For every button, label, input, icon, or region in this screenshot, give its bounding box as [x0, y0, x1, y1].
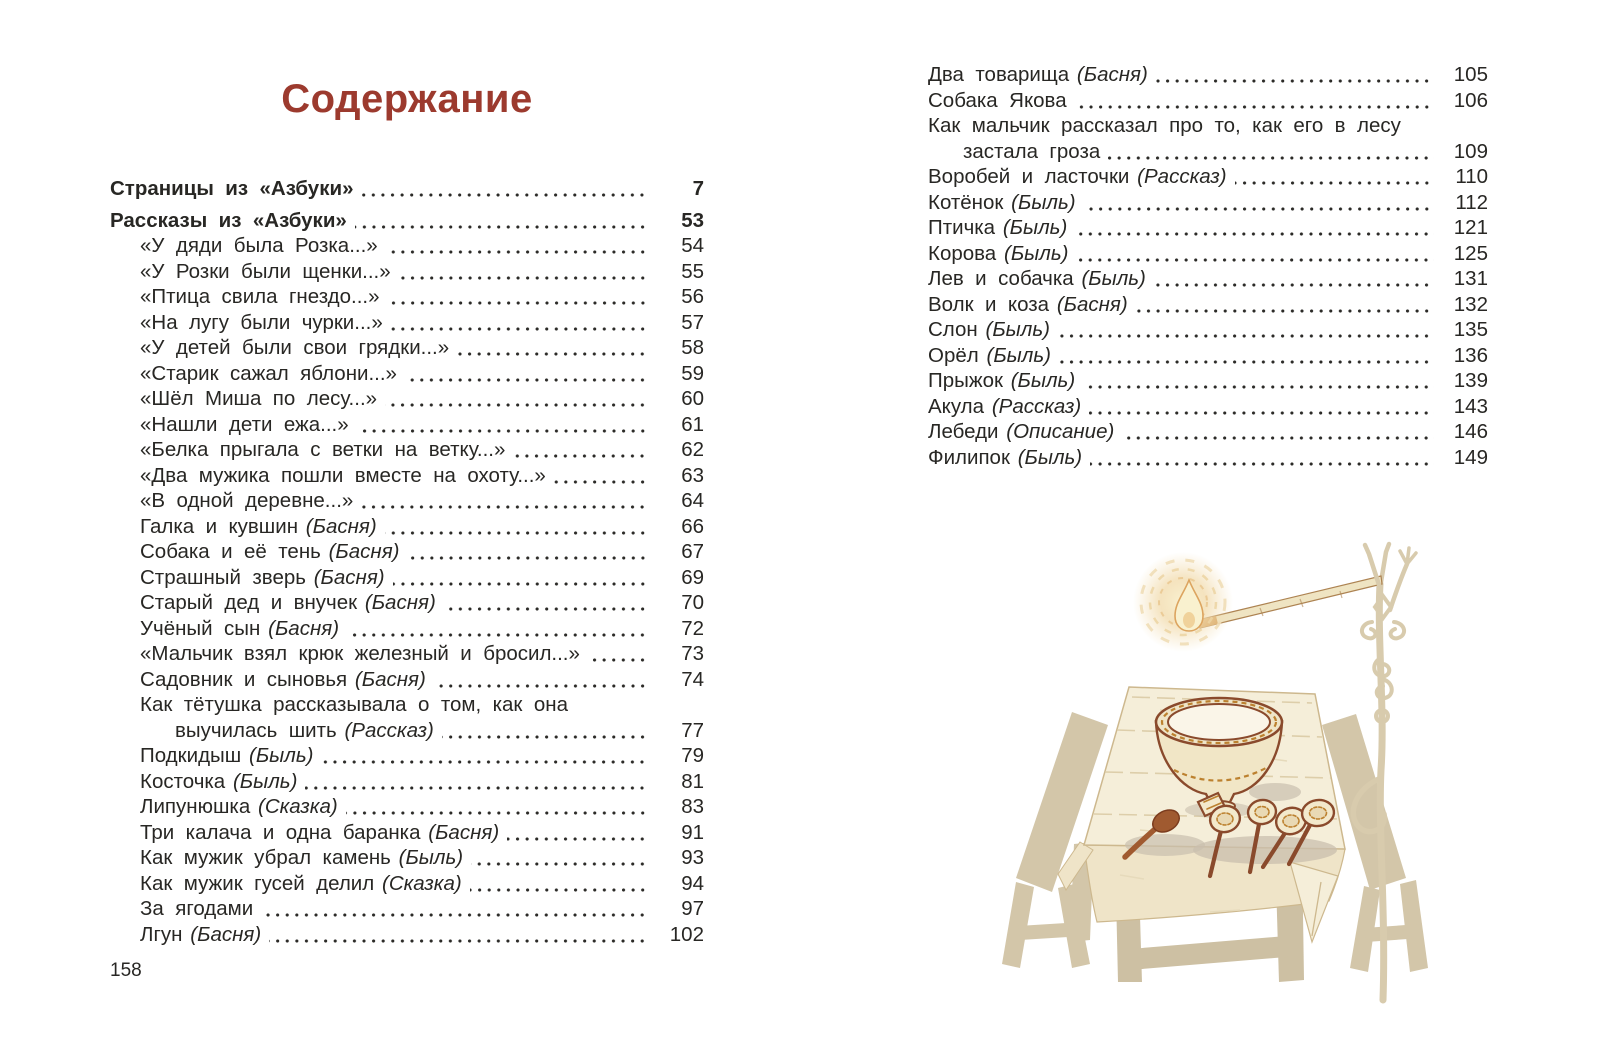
toc-entry-page-number: 91: [681, 820, 704, 844]
toc-entry-genre: (Быль): [985, 318, 1050, 341]
toc-entry-title: «Мальчик взял крюк железный и бросил...»: [140, 642, 580, 665]
toc-entry: [110, 437, 704, 463]
toc-entry-title: «Белка прыгала с ветки на ветку...»: [140, 438, 506, 461]
toc-entry: [110, 176, 704, 202]
toc-entry: [110, 284, 704, 310]
dot-leader: [1087, 394, 1442, 420]
illustration-table-scene: [960, 530, 1520, 1020]
toc-entry-page-number: 81: [681, 769, 704, 793]
toc-entry-row: [928, 419, 1488, 445]
toc-entry-genre: (Басня): [1056, 292, 1128, 316]
toc-entry-genre: (Басня): [190, 922, 262, 946]
toc-entry-genre: (Рассказ): [1137, 165, 1227, 188]
toc-entry-title: Как мужик гусей делил: [140, 871, 375, 895]
toc-entry: [928, 266, 1488, 292]
toc-entry-title: Собака Якова: [928, 88, 1067, 112]
toc-entry-title: За ягодами: [140, 897, 254, 920]
toc-entry-row: [110, 667, 704, 693]
toc-entry-row: [928, 62, 1488, 88]
toc-entry-page-number: 139: [1453, 369, 1488, 392]
toc-entry-page-number: 83: [681, 795, 704, 818]
toc-entry-row: [110, 539, 704, 565]
dot-leader: [455, 335, 658, 361]
toc-entry-page-number: 73: [681, 642, 704, 665]
toc-entry-title: Собака и её тень: [140, 540, 321, 563]
dot-leader: [359, 176, 658, 202]
toc-entry-genre: (Быль): [1002, 216, 1068, 239]
toc-entry-page-number: 149: [1453, 445, 1488, 469]
toc-entry-page-number: 67: [681, 540, 704, 563]
toc-entry-row: [110, 769, 704, 795]
toc-entry-row: [110, 514, 704, 540]
toc-entry-genre: (Басня): [268, 616, 340, 640]
toc-entry-title: Страницы из «Азбуки»: [110, 177, 354, 200]
dot-leader: [319, 743, 658, 769]
toc-entry-row: [110, 743, 704, 769]
toc-entry: [928, 292, 1488, 318]
toc-entry-row: [928, 190, 1488, 216]
toc-entry-genre: (Быль): [398, 846, 464, 869]
dot-leader: [1233, 164, 1442, 190]
toc-entry-title: Как мужик убрал камень: [140, 846, 391, 869]
toc-entry: [928, 62, 1488, 88]
toc-entry-row: [928, 215, 1488, 241]
toc-entry-page-number: 63: [681, 463, 704, 487]
toc-entry-page-number: 106: [1453, 88, 1488, 112]
dot-leader: [586, 641, 658, 667]
dot-leader: [406, 539, 659, 565]
dot-leader: [1081, 368, 1442, 394]
toc-entry-row: [110, 718, 704, 744]
dot-leader: [552, 463, 658, 489]
dot-leader: [1154, 62, 1442, 88]
toc-entry-title: «У Розки были щенки...»: [140, 259, 391, 283]
toc-entry-title: Косточка: [140, 769, 226, 793]
toc-entry-page-number: 64: [681, 489, 704, 512]
toc-entry: [928, 190, 1488, 216]
toc-entry-page-number: 112: [1455, 190, 1488, 214]
toc-entry-genre: (Басня): [364, 591, 436, 614]
toc-entry-genre: (Рассказ): [991, 394, 1082, 418]
toc-entry: [110, 616, 704, 642]
toc-entry-page-number: 109: [1453, 139, 1488, 163]
toc-entry-title: Прыжок: [928, 369, 1003, 392]
toc-entry-row: [110, 641, 704, 667]
dot-leader: [345, 616, 658, 642]
toc-entry-row: [110, 176, 704, 202]
toc-entry-title: застала гроза: [963, 139, 1101, 163]
dot-leader: [1057, 343, 1442, 369]
toc-entry-page-number: 72: [681, 616, 704, 640]
toc-entry-title: «На лугу были чурки...»: [140, 310, 383, 334]
toc-entry: [110, 871, 704, 897]
toc-entry-title: Галка и кувшин: [140, 514, 299, 538]
dot-leader: [468, 871, 658, 897]
toc-entry: [110, 514, 704, 540]
toc-entry: [110, 590, 704, 616]
toc-entry-genre: (Басня): [305, 514, 377, 538]
toc-entry-page-number: 79: [681, 744, 704, 767]
toc-entry: [110, 667, 704, 693]
toc-entry-page-number: 70: [681, 591, 704, 614]
toc-entry: [110, 692, 704, 743]
toc-entry-row: [110, 871, 704, 897]
toc-entry-row: [928, 164, 1488, 190]
toc-entry-page-number: 136: [1453, 343, 1488, 367]
dot-leader: [505, 820, 658, 846]
toc-entry: [110, 488, 704, 514]
toc-entry-title: «Два мужика пошли вместе на охоту...»: [140, 463, 546, 487]
toc-entry-title: Птичка: [928, 216, 996, 239]
toc-entry-title: Учёный сын: [140, 616, 261, 640]
toc-entry-row: [110, 845, 704, 871]
dot-leader: [1073, 88, 1442, 114]
toc-entry-row: [928, 368, 1488, 394]
toc-entry-genre: (Сказка): [258, 795, 338, 818]
toc-entry-page-number: 93: [681, 846, 704, 869]
toc-column-right: [928, 62, 1488, 470]
toc-entry-title: Орёл: [928, 343, 979, 367]
toc-entry-genre: (Басня): [1076, 63, 1148, 86]
toc-entry: [110, 412, 704, 438]
dot-leader: [1134, 292, 1442, 318]
toc-entry: [110, 386, 704, 412]
toc-entry: [110, 743, 704, 769]
dot-leader: [383, 514, 658, 540]
toc-entry-row: [110, 412, 704, 438]
toc-entry: [928, 368, 1488, 394]
toc-entry-page-number: 74: [681, 667, 704, 691]
toc-entry: [110, 335, 704, 361]
toc-entry-row: [928, 139, 1488, 165]
page-title: Содержание: [281, 76, 533, 121]
toc-entry-title: Рассказы из «Азбуки»: [110, 208, 347, 232]
toc-entry-title: Волк и коза: [928, 292, 1050, 316]
toc-entry-genre: (Быль): [1010, 369, 1076, 392]
toc-entry-row: [110, 259, 704, 285]
toc-entry-title: «Птица свила гнездо...»: [140, 285, 380, 308]
toc-entry-title: Подкидыш: [140, 744, 242, 767]
dot-leader: [442, 590, 658, 616]
toc-entry-page-number: 97: [681, 897, 704, 920]
toc-entry: [928, 241, 1488, 267]
dot-leader: [397, 259, 658, 285]
toc-entry-genre: (Басня): [328, 540, 400, 563]
toc-entry-wrap-line: Как тётушка рассказывала о том, как она: [140, 693, 568, 716]
toc-entry-page-number: 61: [681, 412, 704, 436]
dot-leader: [386, 284, 659, 310]
toc-entry-page-number: 146: [1453, 420, 1488, 443]
toc-entry-row: [110, 310, 704, 336]
toc-entry-title: «У дяди была Розка...»: [140, 234, 378, 257]
toc-entry-page-number: 57: [681, 310, 704, 334]
toc-entry: [928, 215, 1488, 241]
toc-entry-page-number: 53: [681, 208, 704, 232]
dot-leader: [1073, 215, 1442, 241]
toc-entry-page-number: 66: [681, 514, 704, 538]
toc-entry-row: [928, 292, 1488, 318]
dot-leader: [469, 845, 658, 871]
toc-entry-genre: (Быль): [986, 343, 1051, 367]
toc-entry-genre: (Сказка): [382, 871, 462, 895]
toc-entry: [928, 317, 1488, 343]
toc-entry-row: [928, 317, 1488, 343]
toc-entry-page-number: 102: [669, 922, 704, 946]
toc-entry-row: [110, 208, 704, 234]
toc-entry-title: «У детей были свои грядки...»: [140, 336, 450, 359]
toc-entry-genre: (Быль): [1017, 445, 1083, 469]
toc-entry: [110, 794, 704, 820]
toc-entry-row: [928, 88, 1488, 114]
toc-entry: [928, 419, 1488, 445]
toc-entry-page-number: 143: [1453, 394, 1488, 418]
toc-entry-page-number: 121: [1453, 216, 1488, 239]
toc-entry-title: Филипок: [928, 445, 1010, 469]
toc-entry-row: [110, 565, 704, 591]
toc-entry-title: Старый дед и внучек: [140, 591, 358, 614]
toc-entry-page-number: 7: [692, 177, 704, 200]
toc-entry-page-number: 77: [681, 718, 704, 742]
toc-entry-page-number: 62: [681, 438, 704, 461]
toc-entry-page-number: 94: [681, 871, 704, 895]
toc-entry-genre: (Басня): [428, 820, 500, 844]
dot-leader: [1082, 190, 1442, 216]
toc-entry-page-number: 69: [681, 565, 704, 589]
toc-entry-page-number: 110: [1455, 165, 1488, 188]
dot-leader: [1106, 139, 1442, 165]
flame-icon: [1133, 552, 1233, 652]
toc-entry-row: [110, 820, 704, 846]
toc-entry: [110, 361, 704, 387]
toc-entry-genre: (Быль): [1081, 267, 1146, 290]
dot-leader: [355, 412, 658, 438]
toc-entry-title: Липунюшка: [140, 795, 251, 818]
dot-leader: [1120, 419, 1442, 445]
toc-entry: [110, 259, 704, 285]
toc-entry-row: [928, 394, 1488, 420]
toc-entry-row: [110, 284, 704, 310]
toc-entry-genre: (Рассказ): [344, 718, 434, 742]
toc-entry: [110, 641, 704, 667]
page-number-folio: 158: [110, 960, 142, 981]
toc-entry: [928, 343, 1488, 369]
toc-entry-genre: (Быль): [1004, 241, 1069, 265]
toc-entry-row: [110, 794, 704, 820]
toc-entry-genre: (Басня): [354, 667, 426, 691]
dot-leader: [344, 794, 658, 820]
toc-entry: [110, 565, 704, 591]
toc-entry-title: Лев и собачка: [928, 267, 1074, 290]
toc-entry-genre: (Басня): [313, 565, 385, 589]
toc-entry: [110, 233, 704, 259]
toc-entry-title: Корова: [928, 241, 997, 265]
toc-entry-title: выучилась шить: [175, 718, 337, 742]
toc-entry-wrap-line: Как мальчик рассказал про то, как его в лесу: [928, 114, 1401, 137]
toc-entry-genre: (Быль): [249, 744, 314, 767]
dot-leader: [389, 310, 658, 336]
toc-entry-title: Воробей и ласточки: [928, 165, 1130, 188]
toc-entry-title: Акула: [928, 394, 985, 418]
toc-entry-title: Слон: [928, 318, 978, 341]
toc-entry-title: «Старик сажал яблони...»: [140, 361, 397, 385]
toc-entry-page-number: 125: [1453, 241, 1488, 265]
dot-leader: [267, 922, 658, 948]
toc-entry: [928, 394, 1488, 420]
toc-entry-row: [928, 266, 1488, 292]
toc-entry-row: [110, 233, 704, 259]
toc-entry-page-number: 58: [681, 336, 704, 359]
toc-entry-row: [110, 361, 704, 387]
dot-leader: [1056, 317, 1442, 343]
dot-leader: [1074, 241, 1442, 267]
toc-entry-row: [928, 343, 1488, 369]
toc-entry-row: [110, 386, 704, 412]
toc-entry-title: Три калача и одна баранка: [140, 820, 421, 844]
toc-entry-page-number: 59: [681, 361, 704, 385]
toc-entry-row: [928, 445, 1488, 471]
toc-entry-title: Страшный зверь: [140, 565, 306, 589]
dot-leader: [1088, 445, 1442, 471]
toc-entry-row: [110, 616, 704, 642]
dot-leader: [1152, 266, 1442, 292]
toc-column-left: [110, 176, 704, 947]
toc-entry: [928, 88, 1488, 114]
toc-entry-genre: (Быль): [232, 769, 298, 793]
toc-entry-row: [110, 488, 704, 514]
toc-entry-page-number: 56: [681, 285, 704, 308]
toc-entry-title: Лгун: [140, 922, 183, 946]
toc-entry: [110, 896, 704, 922]
toc-entry-row: [110, 463, 704, 489]
toc-entry: [110, 845, 704, 871]
toc-entry-page-number: 60: [681, 387, 704, 410]
dot-leader: [511, 437, 658, 463]
toc-entry: [110, 463, 704, 489]
toc-entry-page-number: 55: [681, 259, 704, 283]
toc-entry-row: [110, 437, 704, 463]
toc-entry-title: Садовник и сыновья: [140, 667, 348, 691]
toc-entry-title: Лебеди: [928, 420, 999, 443]
toc-entry-title: Котёнок: [928, 190, 1004, 214]
dot-leader: [440, 718, 658, 744]
dot-leader: [403, 361, 658, 387]
toc-entry-title: «В одной деревне...»: [140, 489, 354, 512]
toc-entry-page-number: 135: [1453, 318, 1488, 341]
toc-entry: [110, 769, 704, 795]
toc-entry: [110, 310, 704, 336]
dot-leader: [359, 488, 658, 514]
dot-leader: [259, 896, 658, 922]
toc-entry-page-number: 131: [1453, 267, 1488, 290]
toc-entry-page-number: 132: [1453, 292, 1488, 316]
toc-entry: [928, 445, 1488, 471]
toc-entry: [928, 164, 1488, 190]
dot-leader: [353, 208, 658, 234]
toc-entry-genre: (Быль): [1011, 190, 1076, 214]
dot-leader: [303, 769, 658, 795]
toc-entry-title: «Шёл Миша по лесу...»: [140, 387, 378, 410]
toc-entry: [110, 820, 704, 846]
toc-entry-row: [110, 922, 704, 948]
toc-entry-row: [928, 241, 1488, 267]
toc-entry-title: Два товарища: [928, 63, 1070, 86]
toc-entry: [110, 539, 704, 565]
toc-entry-title: «Нашли дети ежа...»: [140, 412, 349, 436]
dot-leader: [432, 667, 658, 693]
toc-entry: [928, 113, 1488, 164]
toc-entry-row: [110, 896, 704, 922]
toc-entry: [110, 922, 704, 948]
toc-entry-genre: (Описание): [1006, 420, 1115, 443]
toc-entry-row: [110, 335, 704, 361]
toc-entry-page-number: 105: [1453, 63, 1488, 86]
toc-entry-row: [110, 590, 704, 616]
dot-leader: [384, 233, 658, 259]
toc-entry: [110, 208, 704, 234]
dot-leader: [391, 565, 658, 591]
toc-entry-page-number: 54: [681, 234, 704, 257]
dot-leader: [383, 386, 658, 412]
